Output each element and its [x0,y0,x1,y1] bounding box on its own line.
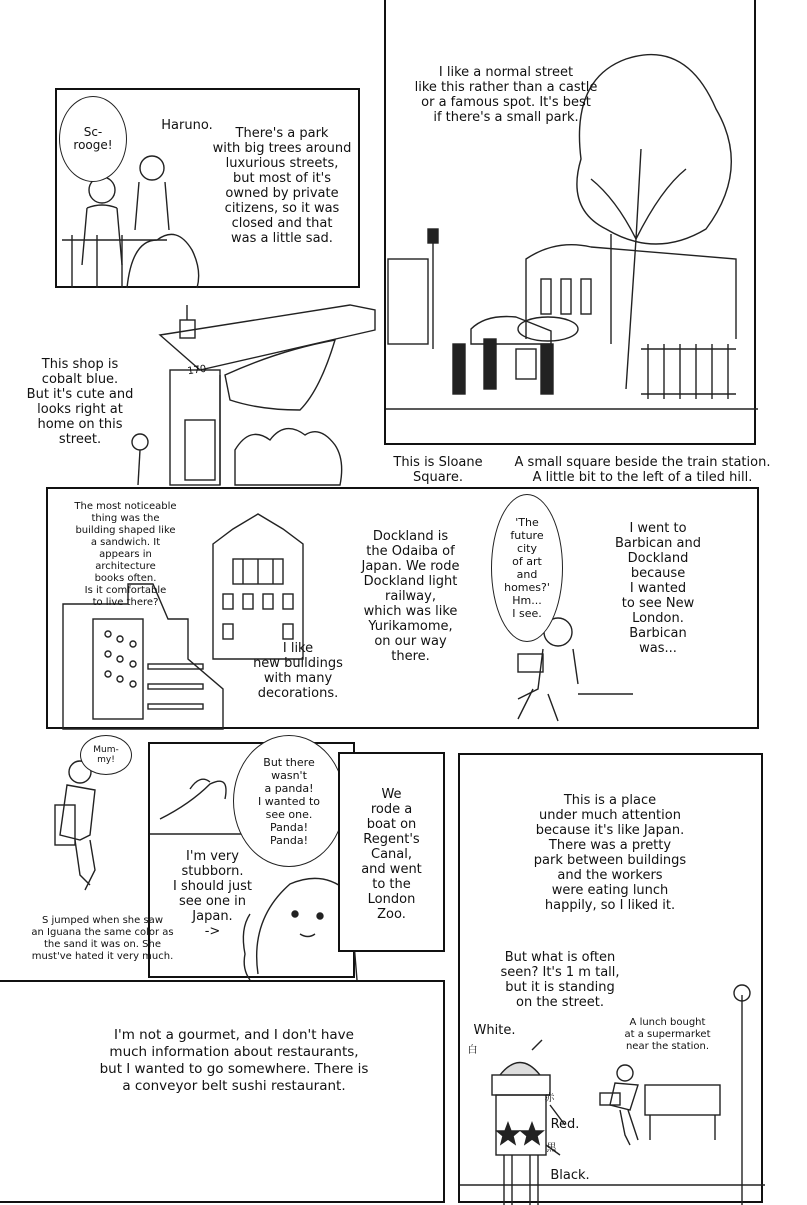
new-buildings-caption: I like new buildings with many decorations. [253,641,343,701]
red-label: Red. [550,1117,580,1132]
panel-sushi [0,980,445,1203]
stubborn-caption: I'm very stubborn. I should just see one in Japan. -> [173,849,252,939]
white-jp-label: 白 [467,1045,478,1056]
bollard-question-caption: But what is often seen? It's 1 m tall, but it is standing on the street. [500,950,620,1010]
sandwich-building-note: The most noticeable thing was the building shaped like a sandwich. It appears in architecture books often. Is it comfortable to live there? [74,501,177,608]
sloane-caption: This is Sloane Square. [393,455,483,485]
shop-number: 170 [186,363,208,378]
small-square-caption: A small square beside the train station. A little bit to the left of a tiled hill. [514,455,771,485]
panel-sloane-square [384,0,756,445]
park-caption: There's a park with big trees around luxurious streets, but most of it's owned by private citizens, so it was closed and that was a little sad. [212,126,352,246]
normal-street-caption: I like a normal street like this rather than a castle or a famous spot. It's best if there's a small park. [414,65,598,125]
black-jp-label: 黒 [546,1143,557,1154]
lunch-caption: A lunch bought at a supermarket near the station. [624,1017,711,1052]
regents-caption: We rode a boat on Regent's Canal, and went to the London Zoo. [361,787,422,922]
shop-illustration [160,300,385,485]
dockland-caption: Dockland is the Odaiba of Japan. We rode Dockland light railway, which was like Yurikamome, on our way there. [361,529,460,664]
japan-place-caption: This is a place under much attention because it's like Japan. There was a pretty park between buildings and the workers were eating lunch happily, so I liked it. [533,793,687,913]
sushi-caption: I'm not a gourmet, and I don't have much information about restaurants, but I wanted to go somewhere. There is a conveyor belt sushi restaurant. [99,1027,369,1094]
black-label: Black. [550,1168,590,1183]
white-label: White. [473,1023,516,1038]
future-city-bubble: 'The future city of art and homes?' Hm... I see. [491,494,563,642]
panel-regents-canal [338,752,445,952]
barbican-caption: I went to Barbican and Dockland because I wanted to see New London. Barbican was... [614,521,702,656]
panel-japan-place [458,753,763,1203]
mummy-girl-illustration [55,760,135,910]
scrooge-bubble: Sc- rooge! [59,96,127,182]
haruno-label: Haruno. [161,118,213,133]
panel-dockland [46,487,759,729]
panda-bubble: But there wasn't a panda! I wanted to see one. Panda! Panda! [233,735,345,867]
red-jp-label: 赤 [544,1093,555,1104]
iguana-caption: S jumped when she saw an Iguana the same color as the sand it was on. She must've hated it very much. [31,915,174,962]
panel-park [55,88,360,288]
shop-caption: This shop is cobalt blue. But it's cute and looks right at home on this street. [26,357,134,447]
mummy-bubble: Mum- my! [80,735,132,775]
